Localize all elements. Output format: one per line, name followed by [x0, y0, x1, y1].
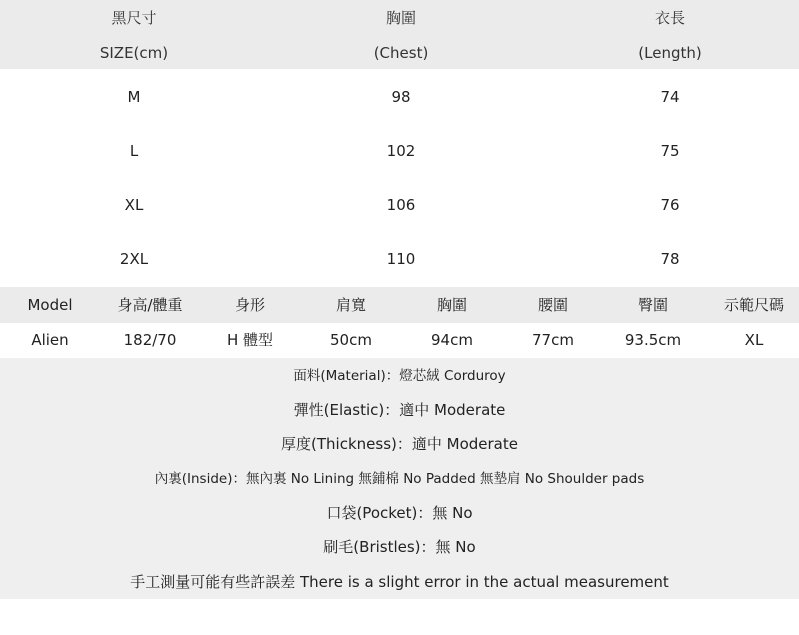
size-header-zh: 黑尺寸 — [111, 9, 157, 27]
model-header-cell: 身高/體重 — [117, 296, 183, 314]
size-cell: 2XL — [119, 250, 149, 268]
model-row — [0, 323, 799, 358]
length-header-zh: 衣長 — [654, 9, 685, 27]
model-table-header — [0, 287, 799, 323]
length-cell: 76 — [660, 196, 680, 214]
size-cell: XL — [124, 196, 144, 214]
length-cell: 75 — [660, 142, 680, 160]
size-header-en: SIZE(cm) — [99, 44, 169, 62]
model-header-cell: 腰圍 — [537, 296, 568, 314]
bristles-line: 刷毛(Bristles)：無 No — [323, 538, 476, 556]
model-header-cell: 胸圍 — [436, 296, 467, 314]
fabric-spec-block — [0, 358, 799, 599]
model-header-cell: 臀圍 — [637, 296, 668, 314]
model-header-cell: 示範尺碼 — [723, 296, 784, 314]
model-header-cell: 身形 — [234, 296, 265, 314]
chest-header-en: (Chest) — [373, 44, 429, 62]
model-chest-cell: 94cm — [431, 331, 473, 349]
length-cell: 74 — [660, 88, 680, 106]
table-row — [0, 124, 799, 178]
model-header-cell: 肩寬 — [335, 296, 366, 314]
material-line: 面料(Material)：燈芯絨 Corduroy — [293, 368, 506, 384]
model-size-cell: XL — [744, 331, 764, 349]
size-cell: L — [129, 142, 139, 160]
inside-line: 內裏(Inside)：無內裏 No Lining 無鋪棉 No Padded 無墊肩 No Shoulder pads — [154, 471, 645, 487]
model-body-type-cell: H 體型 — [226, 331, 274, 349]
elastic-line: 彈性(Elastic)：適中 Moderate — [293, 401, 506, 419]
measurement-note: 手工測量可能有些許誤差 There is a slight error in the actual measurement — [130, 573, 669, 591]
chest-cell: 106 — [386, 196, 416, 214]
pocket-line: 口袋(Pocket)：無 No — [326, 504, 473, 522]
model-name-cell: Alien — [31, 331, 69, 349]
table-row — [0, 232, 799, 286]
table-row — [0, 178, 799, 232]
table-row — [0, 70, 799, 124]
thickness-line: 厚度(Thickness)：適中 Moderate — [281, 435, 518, 453]
model-waist-cell: 77cm — [532, 331, 574, 349]
size-table-header — [0, 0, 799, 69]
model-header-cell: Model — [27, 296, 73, 314]
chest-cell: 110 — [386, 250, 416, 268]
chest-header-zh: 胸圍 — [385, 9, 416, 27]
model-hip-cell: 93.5cm — [624, 331, 682, 349]
chest-cell: 98 — [391, 88, 411, 106]
chest-cell: 102 — [386, 142, 416, 160]
model-shoulder-cell: 50cm — [330, 331, 372, 349]
length-cell: 78 — [660, 250, 680, 268]
model-height-weight-cell: 182/70 — [123, 331, 177, 349]
length-header-en: (Length) — [638, 44, 702, 62]
size-cell: M — [127, 88, 141, 106]
